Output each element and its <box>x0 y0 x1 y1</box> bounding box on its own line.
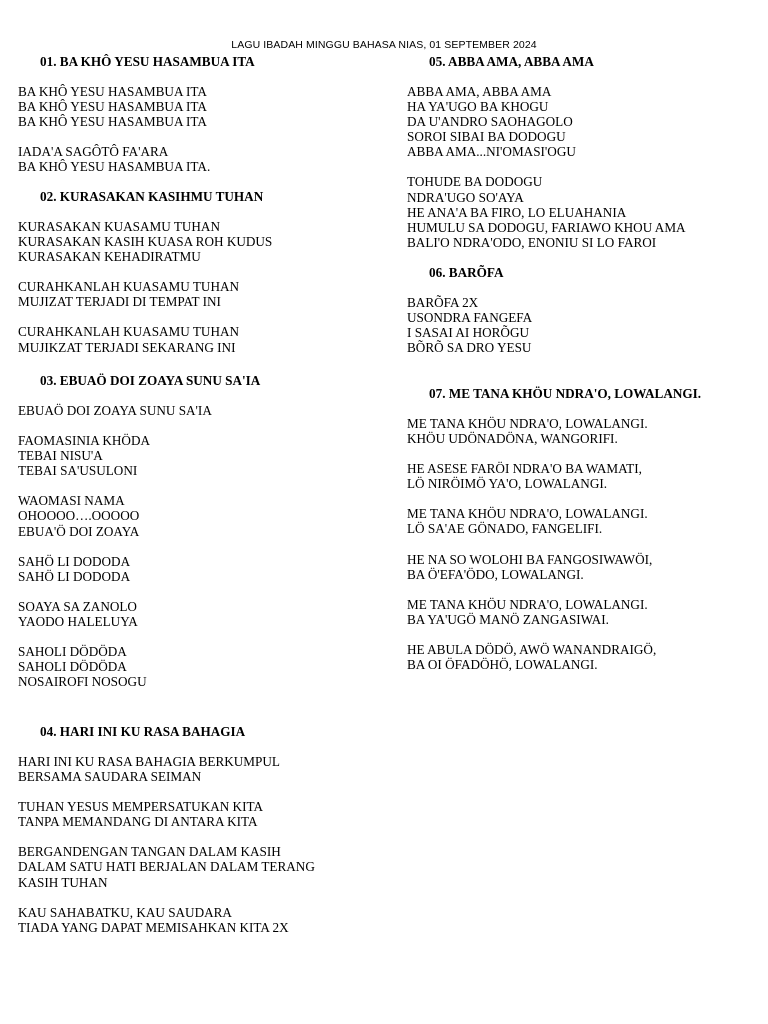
lyric-line: SAHOLI DÖDÖDA <box>18 644 127 660</box>
lyric-line: BERSAMA SAUDARA SEIMAN <box>18 769 202 785</box>
song-block <box>407 386 752 672</box>
lyric-line: SAHOLI DÖDÖDA <box>18 659 127 675</box>
lyric-line: ME TANA KHÖU NDRA'O, LOWALANGI. <box>407 506 648 522</box>
lyric-line: BA Ö'EFA'ÖDO, LOWALANGI. <box>407 566 584 582</box>
lyric-line: EBUAÖ DOI ZOAYA SUNU SA'IA <box>18 403 212 418</box>
lyric-line: TEBAI NISU'A <box>18 448 103 464</box>
lyric-line: I SASAI AI HORÕGU <box>407 325 529 341</box>
lyric-line: KAU SAHABATKU, KAU SAUDARA <box>18 904 232 920</box>
stanza <box>18 554 388 584</box>
lyric-line: ABBA AMA, ABBA AMA <box>407 84 552 99</box>
stanza <box>407 597 752 627</box>
lyric-line: DA U'ANDRO SAOHAGOLO <box>407 114 573 130</box>
song-block <box>407 265 752 355</box>
song-title: 07. ME TANA KHÖU NDRA'O, LOWALANGI. <box>429 386 702 401</box>
stanza <box>18 433 388 478</box>
lyric-line: TUHAN YESUS MEMPERSATUKAN KITA <box>18 799 263 815</box>
stanza <box>407 174 752 249</box>
song-block <box>18 189 388 355</box>
lyric-line: TEBAI SA'USULONI <box>18 463 138 479</box>
stanza <box>407 295 752 355</box>
song-title: 06. BARÕFA <box>429 265 504 280</box>
lyric-line: BA KHÔ YESU HASAMBUA ITA <box>18 84 207 99</box>
lyric-line: SOROI SIBAI BA DODOGU <box>407 129 566 145</box>
stanza <box>18 844 388 889</box>
stanza <box>18 599 388 629</box>
lyric-line: BA OI ÖFADÖHÖ, LOWALANGI. <box>407 657 598 673</box>
stanza <box>407 552 752 582</box>
lyric-line: EBUA'Ö DOI ZOAYA <box>18 523 140 539</box>
lyric-line: BERGANDENGAN TANGAN DALAM KASIH <box>18 844 281 860</box>
lyric-line: HA YA'UGO BA KHOGU <box>407 99 549 115</box>
lyric-line: TANPA MEMANDANG DI ANTARA KITA <box>18 814 258 830</box>
song-block <box>18 724 388 935</box>
stanza <box>18 219 388 264</box>
lyric-line: HE ASESE FARÖI NDRA'O BA WAMATI, <box>407 461 642 477</box>
lyric-line: MUJIZAT TERJADI DI TEMPAT INI <box>18 294 221 310</box>
song-title: 01. BA KHÔ YESU HASAMBUA ITA <box>40 54 255 69</box>
lyric-line: FAOMASINIA KHÖDA <box>18 433 151 449</box>
page-header: LAGU IBADAH MINGGU BAHASA NIAS, 01 SEPTEMBER 2024 <box>231 39 537 51</box>
lyric-line: CURAHKANLAH KUASAMU TUHAN <box>18 279 240 295</box>
stanza <box>18 754 388 784</box>
stanza <box>18 644 388 689</box>
stanza <box>18 493 388 538</box>
song-block <box>407 54 752 250</box>
lyric-line: TIADA YANG DAPAT MEMISAHKAN KITA 2X <box>18 919 289 935</box>
lyric-line: WAOMASI NAMA <box>18 493 125 509</box>
lyric-line: SAHÖ LI DODODA <box>18 568 131 584</box>
lyric-line: TOHUDE BA DODOGU <box>407 174 543 190</box>
lyric-line: OHOOOO….OOOOO <box>18 508 140 524</box>
stanza <box>407 506 752 536</box>
lyric-line: MUJIKZAT TERJADI SEKARANG INI <box>18 339 236 355</box>
stanza <box>18 799 388 829</box>
lyric-line: KURASAKAN KASIH KUASA ROH KUDUS <box>18 234 273 250</box>
lyric-line: YAODO HALELUYA <box>18 613 138 629</box>
song-title: 04. HARI INI KU RASA BAHAGIA <box>40 724 246 739</box>
lyric-line: BA KHÔ YESU HASAMBUA ITA <box>18 99 207 115</box>
lyric-line: ME TANA KHÖU NDRA'O, LOWALANGI. <box>407 416 648 431</box>
lyric-line: DALAM SATU HATI BERJALAN DALAM TERANG <box>18 859 315 875</box>
lyric-line: USONDRA FANGEFA <box>407 310 533 326</box>
lyric-line: HE ABULA DÖDÖ, AWÖ WANANDRAIGÖ, <box>407 641 657 657</box>
stanza <box>18 324 388 354</box>
stanza <box>18 905 388 935</box>
stanza <box>18 84 388 129</box>
lyric-line: CURAHKANLAH KUASAMU TUHAN <box>18 324 240 340</box>
lyric-line: LÖ SA'AE GÖNADO, FANGELIFI. <box>407 521 603 537</box>
lyric-line: NDRA'UGO SO'AYA <box>407 189 524 205</box>
lyric-line: KURASAKAN KUASAMU TUHAN <box>18 219 220 234</box>
song-title: 05. ABBA AMA, ABBA AMA <box>429 54 594 69</box>
stanza <box>407 461 752 491</box>
lyric-line: HE ANA'A BA FIRO, LO ELUAHANIA <box>407 204 627 220</box>
lyric-line: KURASAKAN KEHADIRATMU <box>18 249 201 265</box>
lyric-line: ME TANA KHÖU NDRA'O, LOWALANGI. <box>407 596 648 612</box>
lyric-line: IADA'A SAGÔTÔ FA'ARA <box>18 144 169 160</box>
lyric-line: HE NA SO WOLOHI BA FANGOSIWAWÖI, <box>407 551 653 567</box>
lyric-line: HARI INI KU RASA BAHAGIA BERKUMPUL <box>18 754 280 769</box>
lyric-line: BALI'O NDRA'ODO, ENONIU SI LO FAROI <box>407 234 657 250</box>
lyric-line: BARÕFA 2X <box>407 295 479 310</box>
song-block <box>18 373 388 689</box>
stanza <box>407 84 752 159</box>
stanza <box>407 642 752 672</box>
lyric-line: NOSAIROFI NOSOGU <box>18 674 147 690</box>
lyric-line: BA KHÔ YESU HASAMBUA ITA. <box>18 159 211 175</box>
song-block <box>18 54 388 174</box>
song-title: 02. KURASAKAN KASIHMU TUHAN <box>40 189 264 204</box>
lyric-line: SOAYA SA ZANOLO <box>18 598 137 614</box>
lyric-line: KASIH TUHAN <box>18 874 108 890</box>
lyric-line: BA YA'UGÖ MANÖ ZANGASIWAI. <box>407 611 609 627</box>
stanza <box>407 416 752 446</box>
lyric-line: ABBA AMA...NI'OMASI'OGU <box>407 144 576 160</box>
lyric-line: HUMULU SA DODOGU, FARIAWO KHOU AMA <box>407 219 686 235</box>
song-title: 03. EBUAÖ DOI ZOAYA SUNU SA'IA <box>40 373 261 388</box>
stanza <box>18 403 388 418</box>
lyric-line: SAHÖ LI DODODA <box>18 553 131 569</box>
lyric-line: LÖ NIRÖIMÖ YA'O, LOWALANGI. <box>407 476 608 492</box>
stanza <box>18 144 388 174</box>
lyric-line: BA KHÔ YESU HASAMBUA ITA <box>18 114 207 130</box>
stanza <box>18 279 388 309</box>
lyric-line: KHÖU UDÖNADÖNA, WANGORIFI. <box>407 431 618 447</box>
lyric-line: BÕRÕ SA DRO YESU <box>407 340 532 356</box>
